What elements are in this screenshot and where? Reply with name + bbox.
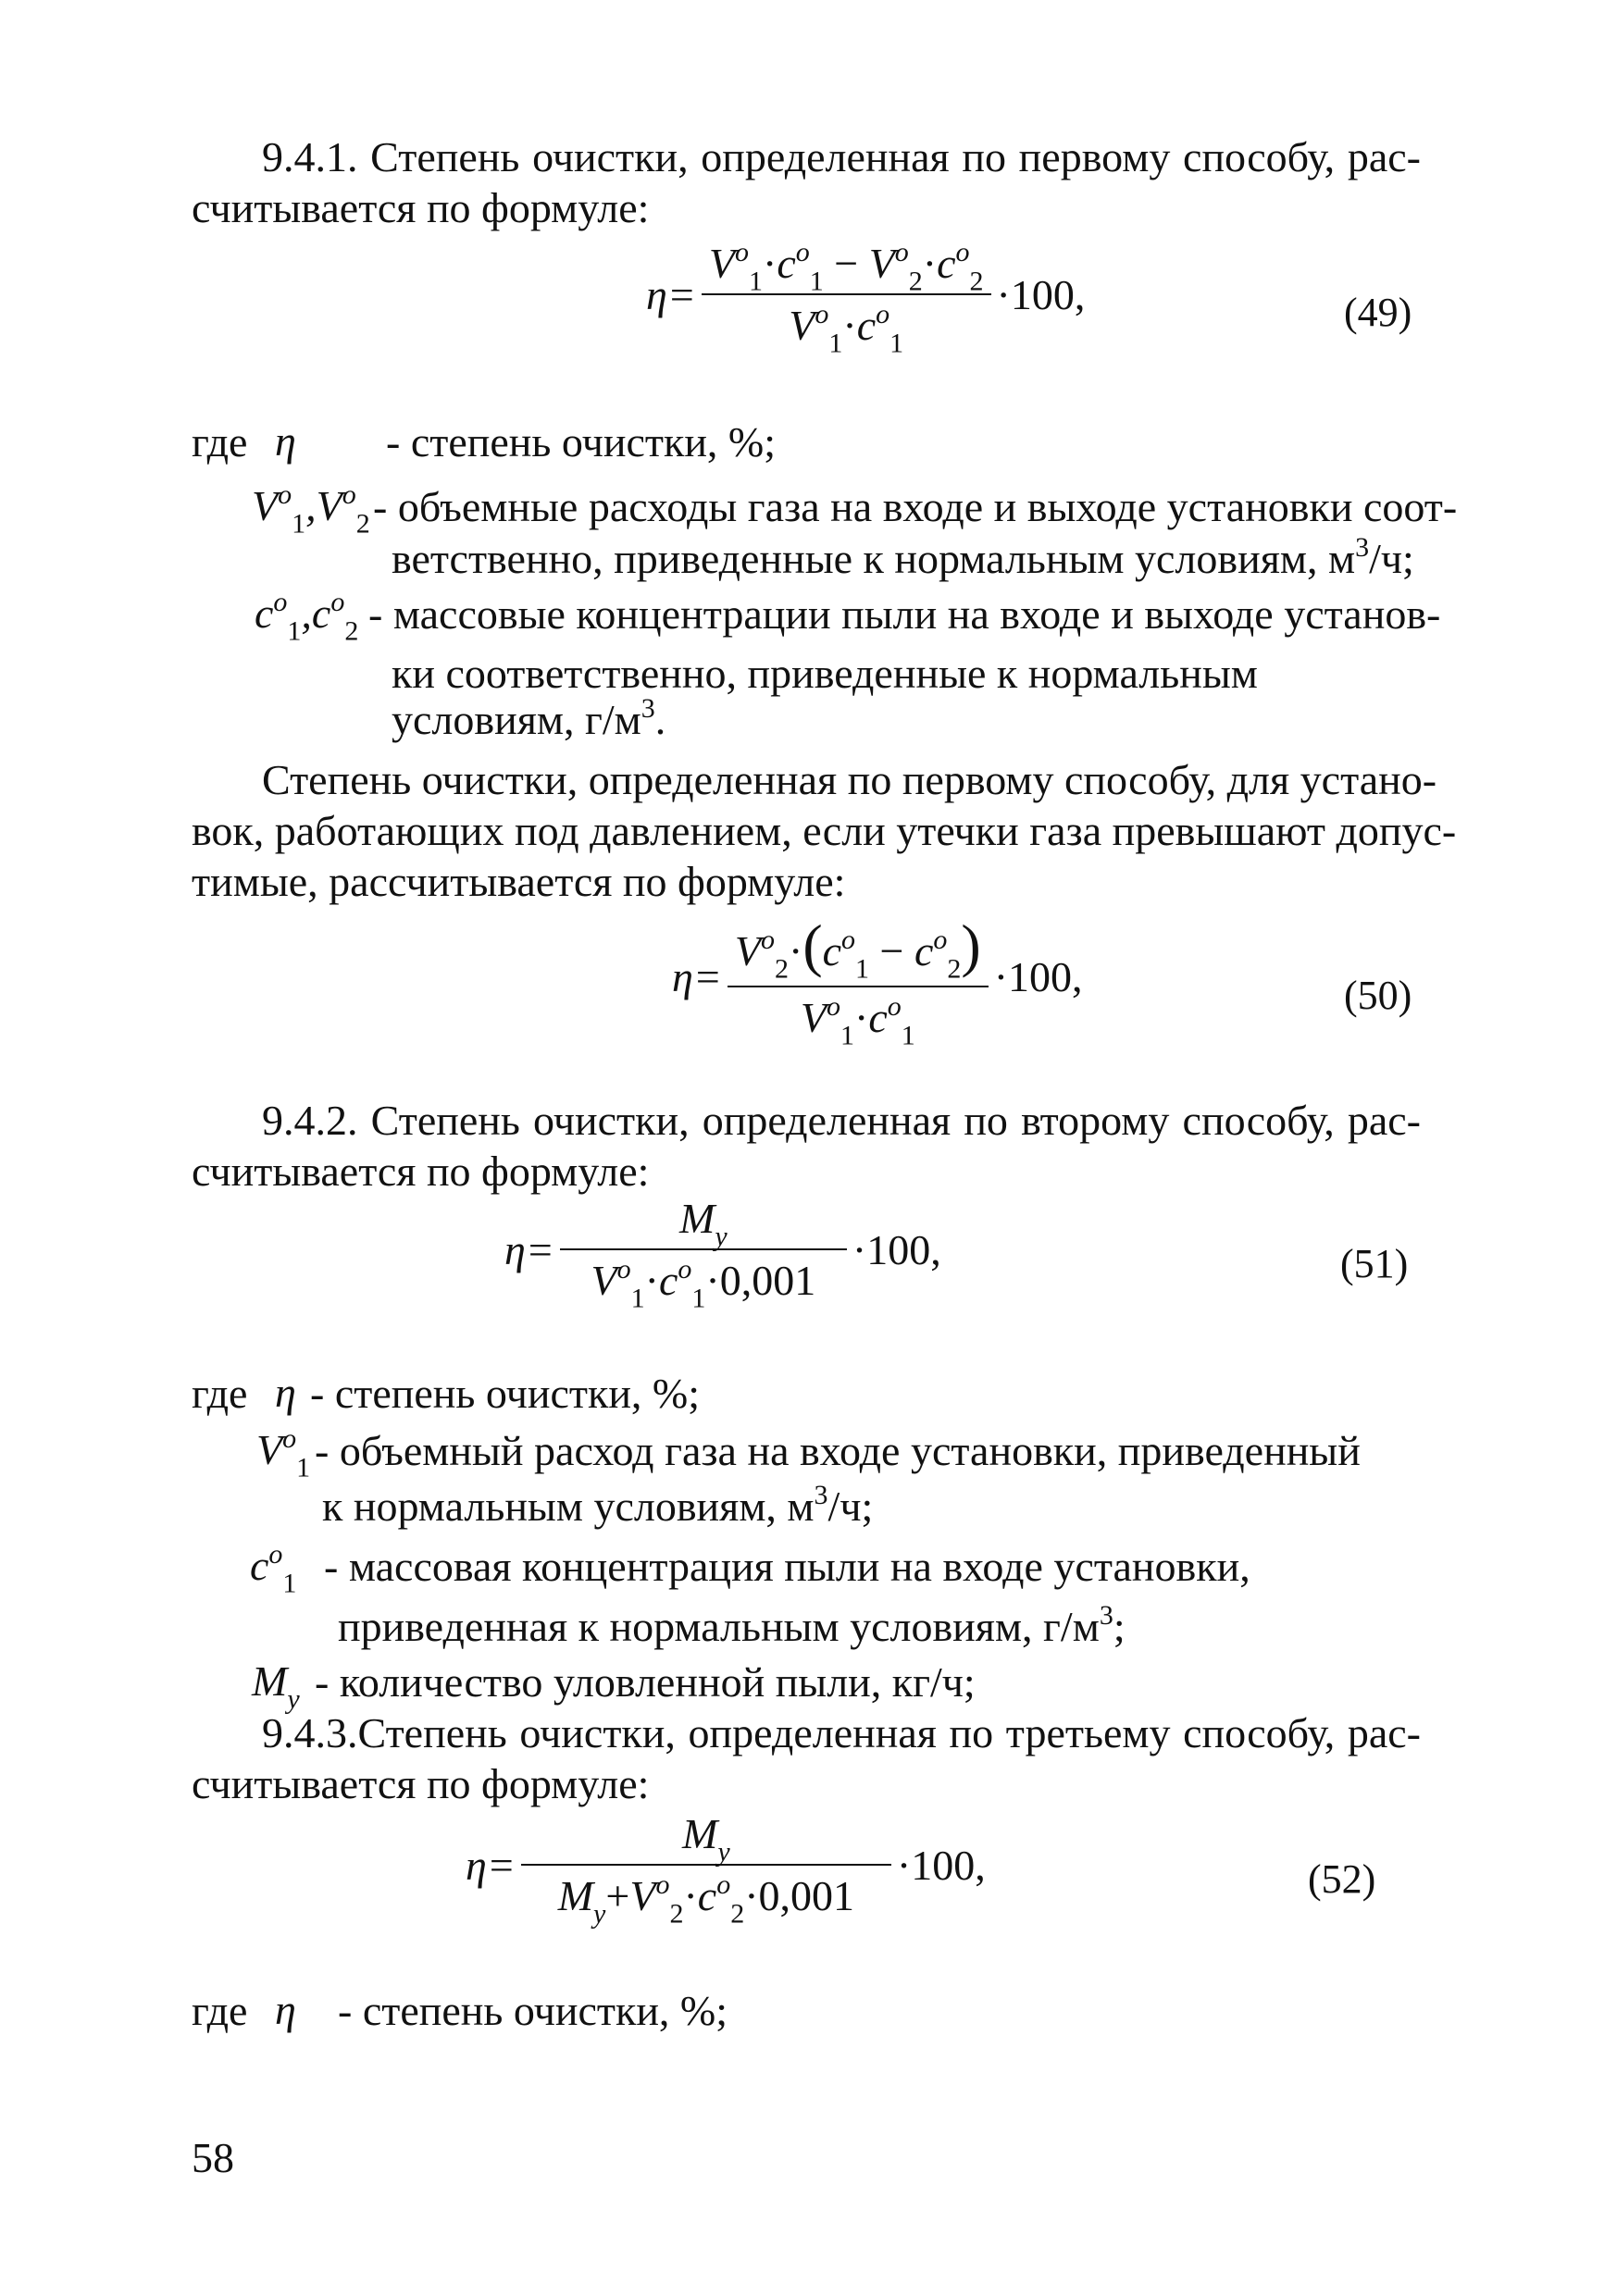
paragraph-942-line2: считывается по формуле: [192,1148,650,1195]
formula-51 [504,1194,941,1314]
paragraph-943-line1: 9.4.3.Степень очистки, определенная по третьему способу, рас- [262,1709,1421,1756]
multiplier: ·100, [852,1225,941,1273]
eta-definition: - степень очистки, %; [310,1370,701,1417]
c-definition-line1: - массовая концентрация пыли на входе установки, [324,1543,1250,1590]
numerator: $M_y$ [682,1810,730,1868]
c-definition-line1: - массовые концентрации пыли на входе и выходе установ- [368,590,1441,638]
denominator: $M_y+V^o_2\cdot c^o_2\cdot 0,001$ [557,1869,855,1930]
v-definition-line1: - объемный расход газа на входе установки, приведенный [315,1427,1361,1474]
paragraph-942-line1: 9.4.2. Степень очистки, определенная по второму способу, рас- [262,1097,1421,1144]
v-definition-line2: к нормальным условиям, $м^3/ч$; [322,1480,874,1530]
c-definition-line3: условиям, $г/м^3$. [392,693,666,743]
paragraph-941-line2: считывается по формуле: [192,184,650,231]
fraction [728,912,989,1051]
v-symbol: $V^o_1$ [256,1423,311,1483]
formula-49 [646,237,1086,359]
denominator: $V^o_1\cdot c^o_1$ [789,299,904,359]
v-definition-line1: - объемные расходы газа на входе и выходе установки соот- [373,483,1458,530]
eta-symbol: η [275,417,296,465]
numerator: $M_y$ [679,1195,728,1252]
where-label: где [192,418,248,465]
formula-52 [466,1809,986,1930]
multiplier: ·100, [993,953,1083,1000]
eta-symbol: η= [672,953,722,1000]
denominator: $V^o_1\cdot c^o_1\cdot 0,001$ [591,1254,816,1314]
eta-symbol: η [275,1986,296,2033]
paragraph-pressure-line3: тимые, рассчитывается по формуле: [192,858,846,905]
denominator: $V^o_1\cdot c^o_1$ [800,991,915,1051]
eta-definition: - степень очистки, %; [386,418,777,465]
formula-50 [672,912,1083,1051]
eta-symbol: η= [646,270,696,318]
paragraph-pressure-line1: Степень очистки, определенная по первому способу, для устано- [262,756,1437,803]
fraction [560,1194,847,1314]
eta-symbol: η= [466,1841,516,1889]
where-label: где [192,1987,248,2034]
equation-number-51: (51) [1340,1241,1409,1286]
eta-definition: - степень очистки, %; [338,1987,728,2034]
multiplier: ·100, [996,270,1086,318]
m-symbol: $M_y$ [252,1657,300,1715]
v-definition-line2: ветственно, приведенные к нормальным условиям, $м^3/ч$; [392,532,1414,582]
page-number: 58 [192,2134,234,2181]
c-definition-line2: приведенная к нормальным условиям, $г/м^3$; [338,1600,1126,1650]
eta-symbol: η= [504,1225,554,1273]
where-label: где [192,1370,248,1417]
eta-symbol: η [275,1369,296,1416]
paragraph-943-line2: считывается по формуле: [192,1760,650,1807]
fraction [521,1809,891,1930]
numerator: $V^o_2\cdot(c^o_1 - c^o_2)$ [734,912,981,985]
equation-number-52: (52) [1308,1856,1376,1902]
c-definition-line2: ки соответственно, приведенные к нормальным [392,650,1258,697]
v-symbols: $V^o_1,V^o_2$ [252,479,370,540]
equation-number-50: (50) [1344,973,1412,1018]
c-symbols: $c^o_1,c^o_2$ [255,587,359,647]
m-definition: - количество уловленной пыли, кг/ч; [315,1658,976,1706]
paragraph-pressure-line2: вок, работающих под давлением, если утечки газа превышают допус- [192,807,1457,854]
multiplier: ·100, [896,1841,986,1889]
numerator: $V^o_1\cdot c^o_1 - V^o_2\cdot c^o_2$ [708,237,984,297]
c-symbol: $c^o_1$ [250,1539,297,1599]
fraction [702,237,991,359]
equation-number-49: (49) [1344,290,1412,335]
paragraph-941-line1: 9.4.1. Степень очистки, определенная по первому способу, рас- [262,133,1421,180]
